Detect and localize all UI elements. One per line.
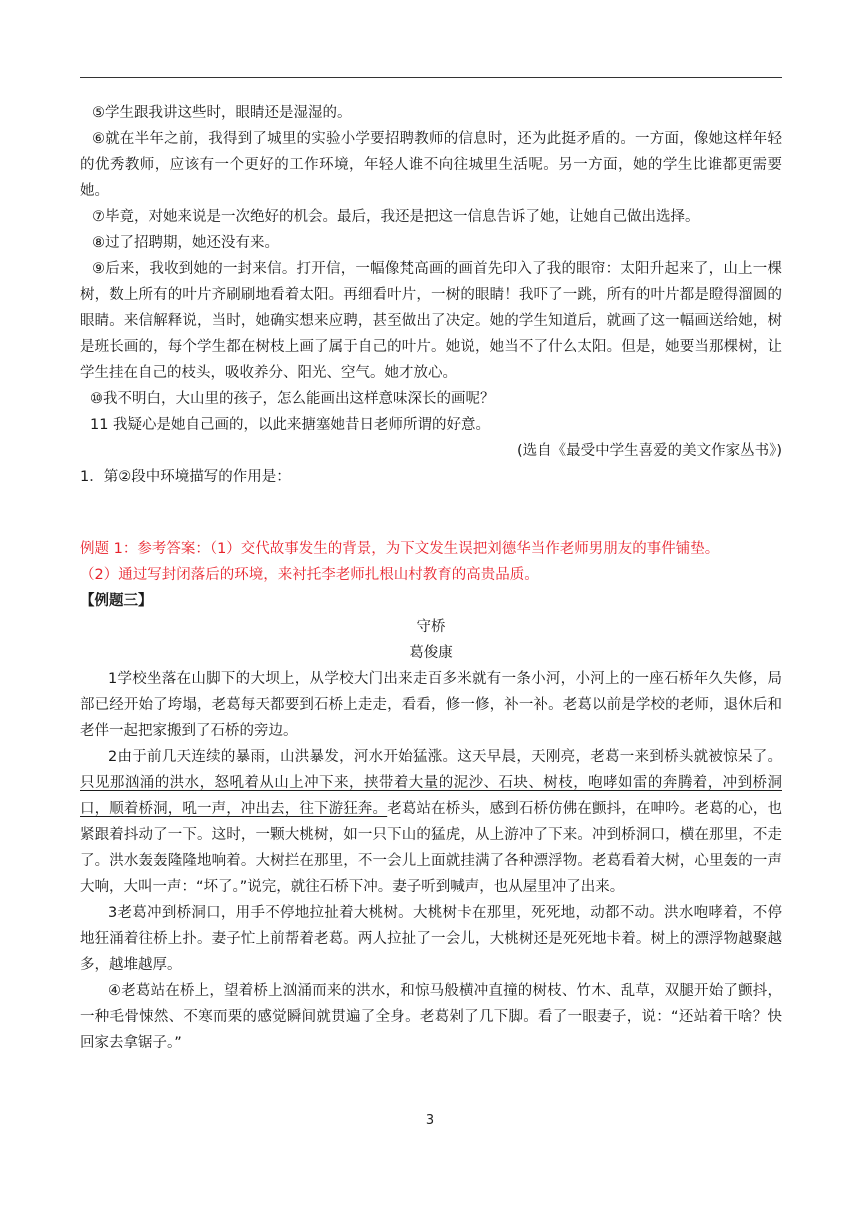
answer-line-2: （2）通过写封闭落后的环境，来衬托李老师扎根山村教育的高贵品质。 — [80, 567, 539, 583]
source-citation: (选自《最受中学生喜爱的美文作家丛书》) — [516, 443, 782, 459]
story-title: 守桥 — [416, 619, 446, 635]
underlined-passage: 只见那汹涌的洪水，怒吼着从山上冲下来，挟带着大量的泥沙、石块、树枝，咆哮如雷的奔腾着，冲到桥洞口，顺着桥洞，吼一声，冲出去，往下游狂奔。 — [80, 775, 782, 817]
answer-space — [80, 490, 782, 536]
story-paragraph-1: 1学校坐落在山脚下的大坝上，从学校大门出来走百多米就有一条小河，小河上的一座石桥年久失修，局部已经开始了垮塌，老葛每天都要到石桥上走走，看看，修一修，补一补。老葛以前是学校的老师，退休后和老伴一起把家搬到了石桥的旁边。 — [80, 671, 782, 739]
paragraph-6: ⑥就在半年之前，我得到了城里的实验小学要招聘教师的信息时，还为此挺矛盾的。一方面，像她这样年轻的优秀教师，应该有一个更好的工作环境，年轻人谁不向往城里生活呢。另一方面，她的学生比谁都更需要她。 — [80, 131, 782, 199]
paragraph-8: ⑧过了招聘期，她还没有来。 — [92, 235, 279, 251]
paragraph-7: ⑦毕竟，对她来说是一次绝好的机会。最后，我还是把这一信息告诉了她，让她自己做出选择。 — [92, 209, 700, 225]
page-content — [80, 100, 782, 1056]
story-paragraph-3: 3老葛冲到桥洞口，用手不停地拉扯着大桃树。大桃树卡在那里，死死地，动都不动。洪水咆哮着，不停地狂涌着往桥上扑。妻子忙上前帮着老葛。两人拉扯了一会儿，大桃树还是死死地卡着。树上的漂浮物越聚越多，越堆越厚。 — [80, 905, 782, 973]
paragraph-5: ⑤学生跟我讲这些时，眼睛还是湿湿的。 — [92, 105, 352, 121]
question-1: 1．第②段中环境描写的作用是： — [80, 469, 291, 485]
answer-line-1: 例题 1：参考答案：（1）交代故事发生的背景，为下文发生误把刘德华当作老师男朋友的事件铺垫。 — [80, 541, 720, 557]
header-rule — [80, 77, 782, 78]
story-paragraph-2-intro: 2由于前几天连续的暴雨，山洪暴发，河水开始猛涨。这天早晨，天刚亮，老葛一来到桥头就被惊呆了。 — [108, 749, 782, 765]
story-paragraph-4: ④老葛站在桥上，望着桥上汹涌而来的洪水，和惊马般横冲直撞的树枝、竹木、乱草，双腿开始了颤抖，一种毛骨悚然、不寒而栗的感觉瞬间就贯遍了全身。老葛剁了几下脚。看了一眼妻子，说：“还站着干啥？快回家去拿锯子。” — [80, 983, 782, 1051]
story-paragraph-2 — [80, 744, 782, 900]
page-number: 3 — [425, 1113, 435, 1128]
paragraph-9: ⑨后来，我收到她的一封来信。打开信，一幅像梵高画的画首先印入了我的眼帘：太阳升起来了，山上一棵树，数上所有的叶片齐刷刷地看着太阳。再细看叶片，一树的眼睛！我吓了一跳，所有的叶片都是瞪得溜圆的眼睛。来信解释说，当时，她确实想来应聘，甚至做出了决定。她的学生知道后，就画了这一幅画送给她，树是班长画的，每个学生都在树枝上画了属于自己的叶片。她说，她当不了什么太阳。但是，她要当那棵树，让学生挂在自己的枝头，吸收养分、阳光、空气。她才放心。 — [80, 261, 782, 381]
paragraph-11: 11 我疑心是她自己画的，以此来搪塞她昔日老师所谓的好意。 — [90, 417, 491, 433]
story-author: 葛俊康 — [409, 645, 453, 661]
example-3-heading: 【例题三】 — [80, 593, 153, 609]
paragraph-10: ⑩我不明白，大山里的孩子，怎么能画出这样意味深长的画呢？ — [90, 391, 495, 407]
story-paragraph-2-rest: 老葛站在桥头，感到石桥仿佛在颤抖，在呻吟。老葛的心，也紧跟着抖动了一下。这时，一颗大桃树，如一只下山的猛虎，从上游冲了下来。冲到桥洞口，横在那里，不走了。洪水轰轰隆隆地响着。大树拦在那里，不一会儿上面就挂满了各种漂浮物。老葛看着大树，心里轰的一声大响，大叫一声：“坏了。”说完，就往石桥下冲。妻子听到喊声，也从屋里冲了出来。 — [80, 801, 783, 895]
